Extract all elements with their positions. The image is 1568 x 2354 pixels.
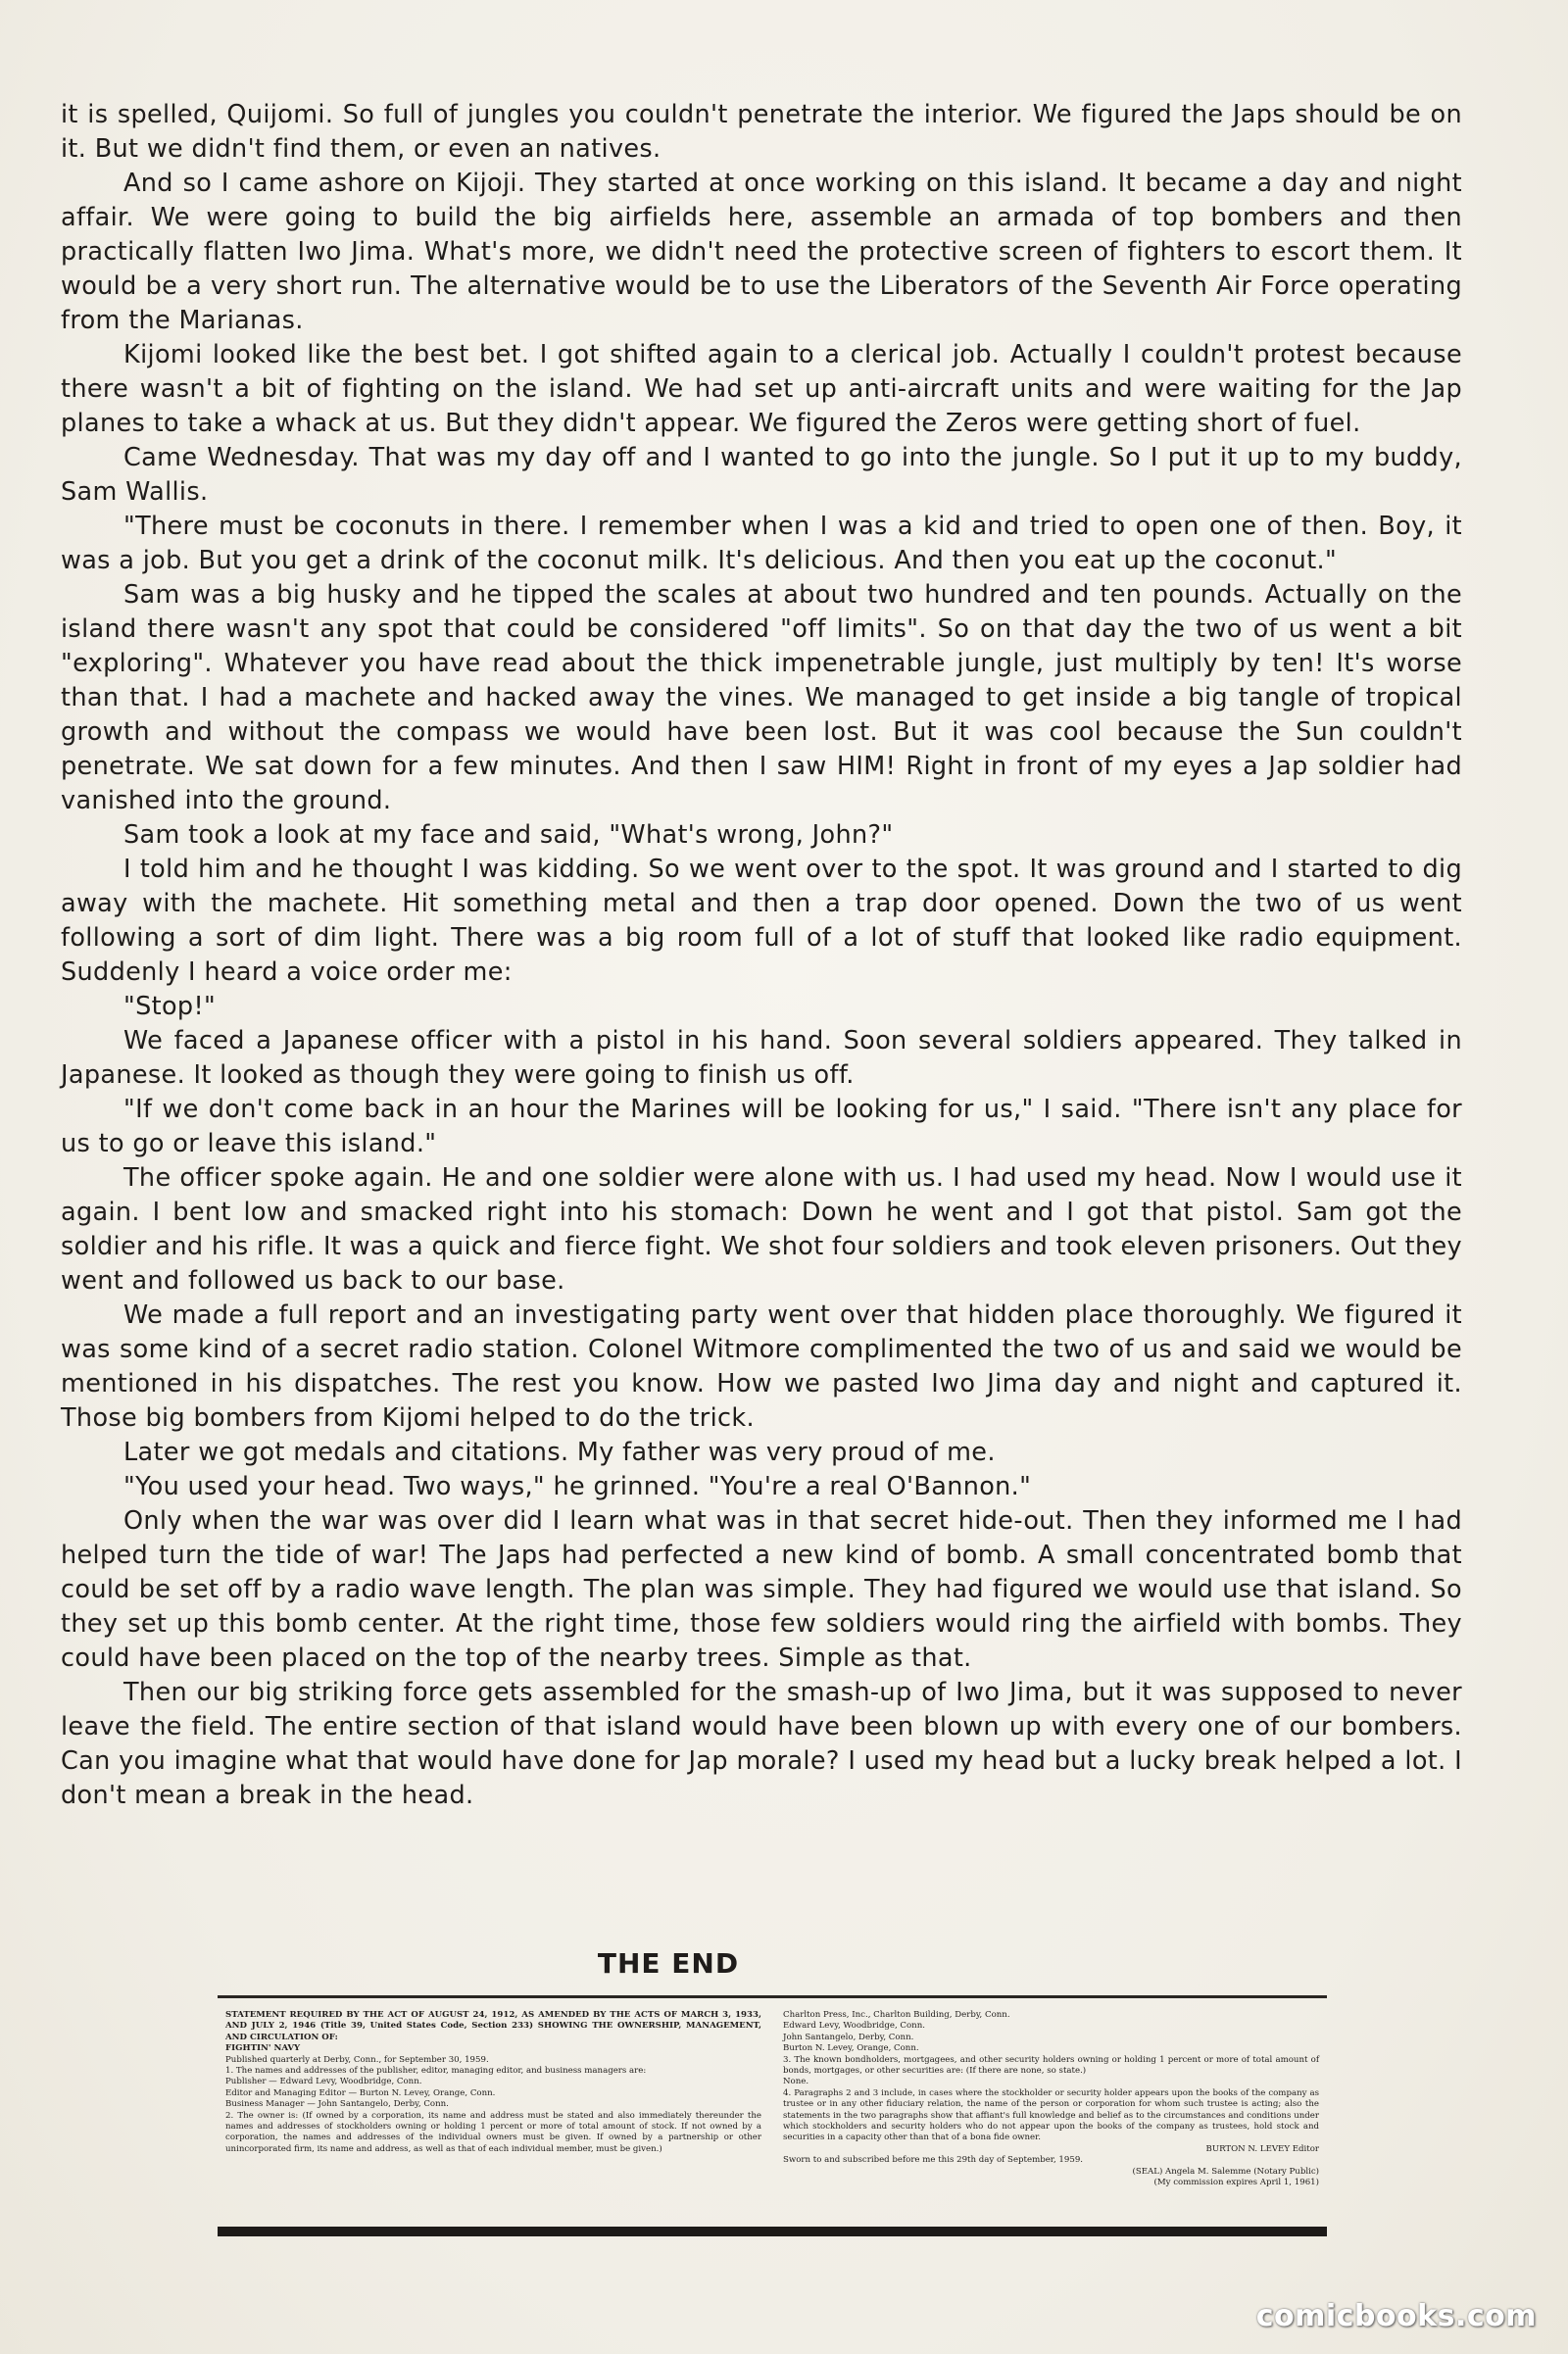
statement-line: John Santangelo, Derby, Conn. <box>783 2032 914 2042</box>
story-paragraph: Then our big striking force gets assembled for the smash-up of Iwo Jima, but it was supposed to never leave the field. The entire section of that island would have been blown up with every one of our bombers. Can you imagine what that would have done for Jap morale? I used my head but a lucky break helped a lot. I don't mean a break in the head. <box>61 1678 1462 1810</box>
statement-notary: (SEAL) Angela M. Salemme (Notary Public) <box>1132 2166 1319 2177</box>
story-paragraph: Only when the war was over did I learn what was in that secret hide-out. Then they informed me I had helped turn the tide of war! The Japs had perfected a new kind of bomb. A small concentrated bomb that could be set off by a radio wave length. The plan was simple. They had figured we would use that island. So they set up this bomb center. At the right time, those few soldiers would ring the airfield with bombs. They could have been placed on the top of the nearby trees. Simple as that. <box>61 1506 1462 1673</box>
story-text <box>61 98 1462 1813</box>
statement-commission: (My commission expires April 1, 1961) <box>1153 2178 1319 2188</box>
story-paragraph: I told him and he thought I was kidding. So we went over to the spot. It was ground and I started to dig away with the machete. Hit something metal and then a trap door opened. Down the two of us went following a sort of dim light. There was a big room full of a lot of stuff that looked like radio equipment. Suddenly I heard a voice order me: <box>61 855 1462 987</box>
story-paragraph: "There must be coconuts in there. I remember when I was a kid and tried to open one of then. Boy, it was a job. But you get a drink of the coconut milk. It's delicious. And then you eat up the coconut." <box>61 512 1462 575</box>
story-paragraph: The officer spoke again. He and one soldier were alone with us. I had used my head. Now I would use it again. I bent low and smacked right into his stomach: Down he went and I got that pistol. Sam got the soldier and his rifle. It was a quick and fierce fight. We shot four soldiers and took eleven prisoners. Out they went and followed us back to our base. <box>61 1163 1462 1296</box>
statement-line: Charlton Press, Inc., Charlton Building, Derby, Conn. <box>783 2010 1010 2020</box>
story-paragraph: We made a full report and an investigating party went over that hidden place thoroughly. We figured it was some kind of a secret radio station. Colonel Witmore complimented the two of us and said we would be mentioned in his dispatches. The rest you know. How we pasted Iwo Jima day and night and captured it. Those big bombers from Kijomi helped to do the trick. <box>61 1300 1462 1433</box>
statement-line: 4. Paragraphs 2 and 3 include, in cases where the stockholder or security holder appears upon the books of the company as trustee or in any other fiduciary relation, the name of the person or corporation for whom such trustee is acting; also the statements in the two paragraphs show that affiant's full knowledge and belief as to the circumstances and conditions under which stockholders and security holders who do not appear upon the books of the company as trustees, hold stock and securities in a capacity other than that of a bona fide owner. <box>783 2087 1319 2143</box>
statement-heading: STATEMENT REQUIRED BY THE ACT OF AUGUST 24, 1912, AS AMENDED BY THE ACTS OF MARCH 3, 1933, AND JULY 2, 1946 (Title 39, United States Code, Section 233) SHOWING THE OWNERSHIP, MANAGEMENT, AND CIRCULATION OF: <box>225 2010 761 2042</box>
statement-left-column <box>225 2010 761 2219</box>
story-paragraph: "Stop!" <box>123 992 217 1021</box>
story-paragraph: We faced a Japanese officer with a pistol in his hand. Soon several soldiers appeared. They talked in Japanese. It looked as though they were going to finish us off. <box>61 1026 1462 1090</box>
statement-line: Business Manager — John Santangelo, Derby, Conn. <box>225 2099 449 2110</box>
statement-line: Editor and Managing Editor — Burton N. Levey, Orange, Conn. <box>225 2087 496 2098</box>
story-paragraph: Came Wednesday. That was my day off and I wanted to go into the jungle. So I put it up to my buddy, Sam Wallis. <box>61 443 1462 507</box>
story-paragraph: "You used your head. Two ways," he grinned. "You're a real O'Bannon." <box>123 1472 1032 1501</box>
story-paragraph: "If we don't come back in an hour the Marines will be looking for us," I said. "There isn't any place for us to go or leave this island." <box>61 1095 1462 1158</box>
story-paragraph: Sam was a big husky and he tipped the scales at about two hundred and ten pounds. Actually on the island there wasn't any spot that could be considered "off limits". So on that day the two of us went a bit "exploring". Whatever you have read about the thick impenetrable jungle, just multiply by ten! It's worse than that. I had a machete and hacked away the vines. We managed to get inside a big tangle of tropical growth and without the compass we would have been lost. But it was cool because the Sun couldn't penetrate. We sat down for a few minutes. And then I saw HIM! Right in front of my eyes a Jap soldier had vanished into the ground. <box>61 580 1462 815</box>
statement-right-column <box>783 2010 1319 2219</box>
statement-line: 1. The names and addresses of the publisher, editor, managing editor, and business managers are: <box>225 2066 647 2077</box>
statement-line: Publisher — Edward Levy, Woodbridge, Conn. <box>225 2077 422 2087</box>
story-paragraph: Sam took a look at my face and said, "What's wrong, John?" <box>123 820 894 850</box>
statement-line: 3. The known bondholders, mortgagees, and other security holders owning or holding 1 percent or more of total amount of bonds, mortgages, or other securities are: (If there are none, so state.) <box>783 2054 1319 2077</box>
story-paragraph: And so I came ashore on Kijoji. They started at once working on this island. It became a day and night affair. We were going to build the big airfields here, assemble an armada of top bombers and then practically flatten Iwo Jima. What's more, we didn't need the protective screen of fighters to escort them. It would be a very short run. The alternative would be to use the Liberators of the Seventh Air Force operating from the Marianas. <box>61 169 1462 335</box>
story-paragraph: Kijomi looked like the best bet. I got shifted again to a clerical job. Actually I couldn't protest because there wasn't a bit of fighting on the island. We had set up anti-aircraft units and were waiting for the Jap planes to take a whack at us. But they didn't appear. We figured the Zeros were getting short of fuel. <box>61 340 1462 438</box>
statement-line: Burton N. Levey, Orange, Conn. <box>783 2043 919 2054</box>
site-watermark: comicbooks.com <box>1255 2299 1537 2333</box>
statement-line: Published quarterly at Derby, Conn., for September 30, 1959. <box>225 2054 489 2065</box>
statement-line: 2. The owner is: (If owned by a corporation, its name and address must be stated and also immediately thereunder the names and addresses of stockholders owning or holding 1 percent or more of total amount of stock. If not owned by a corporation, the names and addresses of the individual owners must be given. If owned by a partnership or other unincorporated firm, its name and address, as well as that of each individual member, must be given.) <box>225 2110 761 2154</box>
statement-publication-title: FIGHTIN' NAVY <box>225 2043 301 2054</box>
story-paragraph: Later we got medals and citations. My father was very proud of me. <box>123 1438 996 1467</box>
statement-line: Edward Levy, Woodbridge, Conn. <box>783 2021 925 2032</box>
ownership-statement <box>218 1995 1327 2236</box>
statement-line: None. <box>783 2077 809 2087</box>
statement-signature: BURTON N. LEVEY Editor <box>1205 2143 1319 2154</box>
story-paragraph: it is spelled, Quijomi. So full of jungles you couldn't penetrate the interior. We figured the Japs should be on it. But we didn't find them, or even an natives. <box>61 100 1462 164</box>
the-end-heading: THE END <box>597 1947 740 1980</box>
statement-line: Sworn to and subscribed before me this 29th day of September, 1959. <box>783 2155 1084 2166</box>
